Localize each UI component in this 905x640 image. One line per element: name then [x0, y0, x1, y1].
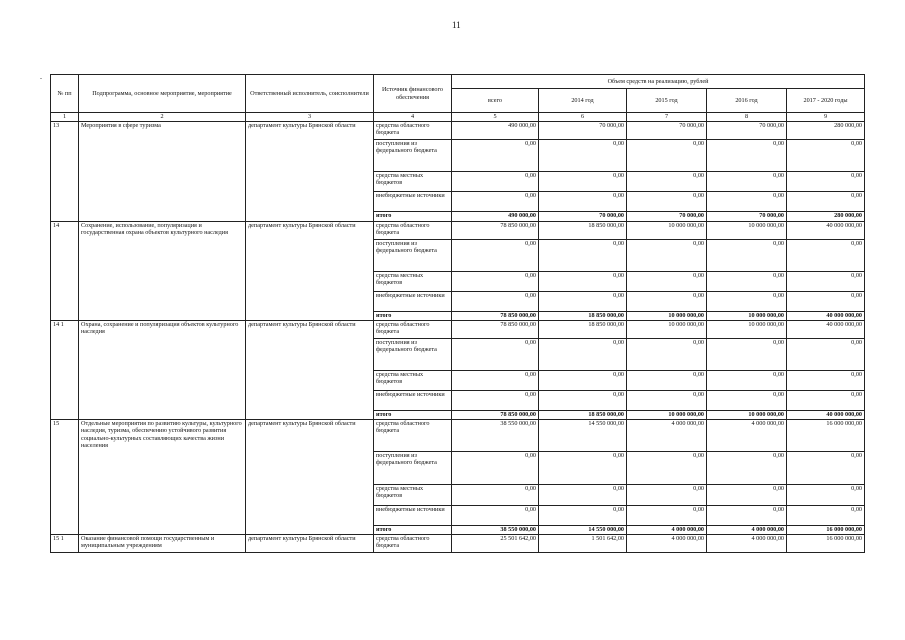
amount-cell: 0,00: [787, 239, 865, 271]
amount-cell: 0,00: [539, 291, 627, 311]
header-year: 2014 год: [539, 89, 627, 113]
amount-cell: 0,00: [539, 239, 627, 271]
amount-cell: 0,00: [627, 505, 707, 525]
table-row: [51, 221, 865, 239]
amount-cell: 40 000 000,00: [787, 410, 865, 419]
amount-cell: 280 000,00: [787, 121, 865, 139]
header-source: Источник финансового обеспечения: [374, 75, 452, 113]
amount-cell: 0,00: [707, 171, 787, 191]
amount-cell: 0,00: [787, 390, 865, 410]
amount-cell: 0,00: [707, 291, 787, 311]
funding-source: поступления из федерального бюджета: [374, 338, 452, 370]
amount-cell: 0,00: [452, 390, 539, 410]
amount-cell: 78 850 000,00: [452, 320, 539, 338]
funding-source: внебюджетные источники: [374, 390, 452, 410]
amount-cell: 16 000 000,00: [787, 534, 865, 552]
amount-cell: 70 000,00: [539, 211, 627, 221]
amount-cell: 38 550 000,00: [452, 525, 539, 534]
amount-cell: 0,00: [539, 505, 627, 525]
table-row: [51, 419, 865, 451]
funding-source: итого: [374, 311, 452, 320]
amount-cell: 0,00: [787, 171, 865, 191]
funding-source: итого: [374, 211, 452, 221]
amount-cell: 70 000,00: [539, 121, 627, 139]
amount-cell: 0,00: [627, 370, 707, 390]
amount-cell: 4 000 000,00: [707, 534, 787, 552]
amount-cell: 0,00: [539, 139, 627, 171]
amount-cell: 78 850 000,00: [452, 221, 539, 239]
amount-cell: 10 000 000,00: [627, 311, 707, 320]
amount-cell: 0,00: [787, 271, 865, 291]
amount-cell: 0,00: [539, 271, 627, 291]
amount-cell: 10 000 000,00: [707, 311, 787, 320]
amount-cell: 78 850 000,00: [452, 410, 539, 419]
budget-table: [50, 74, 865, 553]
amount-cell: 280 000,00: [787, 211, 865, 221]
amount-cell: 0,00: [452, 451, 539, 484]
amount-cell: 0,00: [707, 484, 787, 505]
amount-cell: 0,00: [627, 139, 707, 171]
corner-mark: -: [40, 76, 42, 82]
amount-cell: 0,00: [539, 390, 627, 410]
amount-cell: 4 000 000,00: [627, 419, 707, 451]
amount-cell: 0,00: [452, 338, 539, 370]
executor-name: департамент культуры Брянской области: [246, 419, 374, 534]
amount-cell: 0,00: [627, 338, 707, 370]
amount-cell: 0,00: [707, 271, 787, 291]
index-cell: 8: [707, 113, 787, 122]
program-name: Мероприятия в сфере туризма: [79, 121, 246, 221]
amount-cell: 0,00: [787, 191, 865, 211]
amount-cell: 1 501 642,00: [539, 534, 627, 552]
amount-cell: 14 550 000,00: [539, 525, 627, 534]
funding-source: средства областного бюджета: [374, 121, 452, 139]
amount-cell: 490 000,00: [452, 121, 539, 139]
amount-cell: 10 000 000,00: [707, 410, 787, 419]
amount-cell: 0,00: [452, 291, 539, 311]
amount-cell: 0,00: [627, 271, 707, 291]
header-executor: Ответственный исполнитель, соисполнители: [246, 75, 374, 113]
amount-cell: 0,00: [787, 370, 865, 390]
index-cell: 1: [51, 113, 79, 122]
funding-source: средства местных бюджетов: [374, 271, 452, 291]
amount-cell: 0,00: [452, 171, 539, 191]
header-program: Подпрограмма, основное мероприятие, мероприятие: [79, 75, 246, 113]
header-year: 2015 год: [627, 89, 707, 113]
program-name: Сохранение, использование, популяризация и государственная охрана объектов культурного наследия: [79, 221, 246, 320]
amount-cell: 0,00: [627, 484, 707, 505]
amount-cell: 4 000 000,00: [627, 534, 707, 552]
index-cell: 4: [374, 113, 452, 122]
amount-cell: 18 850 000,00: [539, 320, 627, 338]
amount-cell: 10 000 000,00: [627, 320, 707, 338]
funding-source: внебюджетные источники: [374, 291, 452, 311]
row-number: 13: [51, 121, 79, 221]
amount-cell: 25 501 642,00: [452, 534, 539, 552]
index-cell: 5: [452, 113, 539, 122]
executor-name: департамент культуры Брянской области: [246, 534, 374, 552]
program-name: Охрана, сохранение и популяризация объектов культурного наследия: [79, 320, 246, 419]
amount-cell: 70 000,00: [627, 121, 707, 139]
amount-cell: 0,00: [452, 484, 539, 505]
funding-source: средства местных бюджетов: [374, 370, 452, 390]
amount-cell: 0,00: [452, 239, 539, 271]
header-year: 2017 - 2020 годы: [787, 89, 865, 113]
amount-cell: 0,00: [627, 451, 707, 484]
index-row: [51, 113, 865, 122]
amount-cell: 0,00: [707, 139, 787, 171]
row-number: 15: [51, 419, 79, 534]
amount-cell: 0,00: [452, 139, 539, 171]
amount-cell: 16 000 000,00: [787, 419, 865, 451]
amount-cell: 0,00: [787, 291, 865, 311]
header-num: № пп: [51, 75, 79, 113]
funding-source: средства областного бюджета: [374, 221, 452, 239]
amount-cell: 40 000 000,00: [787, 320, 865, 338]
amount-cell: 0,00: [787, 451, 865, 484]
table-body: [51, 121, 865, 552]
amount-cell: 18 850 000,00: [539, 221, 627, 239]
amount-cell: 0,00: [539, 191, 627, 211]
amount-cell: 18 850 000,00: [539, 311, 627, 320]
amount-cell: 18 850 000,00: [539, 410, 627, 419]
table-row: [51, 320, 865, 338]
amount-cell: 0,00: [787, 338, 865, 370]
amount-cell: 490 000,00: [452, 211, 539, 221]
amount-cell: 0,00: [707, 370, 787, 390]
amount-cell: 0,00: [539, 451, 627, 484]
amount-cell: 0,00: [787, 505, 865, 525]
amount-cell: 0,00: [627, 291, 707, 311]
amount-cell: 0,00: [707, 239, 787, 271]
program-name: Отдельные мероприятия по развитию культуры, культурного наследия, туризма, обеспечению устойчивого развития социально-культурных составляющих качества жизни населения: [79, 419, 246, 534]
executor-name: департамент культуры Брянской области: [246, 121, 374, 221]
amount-cell: 0,00: [627, 239, 707, 271]
amount-cell: 0,00: [707, 191, 787, 211]
page-number: 11: [452, 20, 461, 30]
executor-name: департамент культуры Брянской области: [246, 320, 374, 419]
funding-source: средства местных бюджетов: [374, 484, 452, 505]
amount-cell: 0,00: [452, 505, 539, 525]
amount-cell: 78 850 000,00: [452, 311, 539, 320]
row-number: 14 1: [51, 320, 79, 419]
funding-source: итого: [374, 525, 452, 534]
amount-cell: 0,00: [539, 171, 627, 191]
amount-cell: 10 000 000,00: [707, 320, 787, 338]
funding-source: средства областного бюджета: [374, 534, 452, 552]
amount-cell: 0,00: [627, 390, 707, 410]
amount-cell: 0,00: [452, 370, 539, 390]
header-year: всего: [452, 89, 539, 113]
index-cell: 6: [539, 113, 627, 122]
amount-cell: 4 000 000,00: [707, 419, 787, 451]
funding-source: поступления из федерального бюджета: [374, 139, 452, 171]
amount-cell: 40 000 000,00: [787, 221, 865, 239]
amount-cell: 70 000,00: [627, 211, 707, 221]
header-volume: Объем средств на реализацию, рублей: [452, 75, 865, 89]
amount-cell: 0,00: [787, 139, 865, 171]
index-cell: 2: [79, 113, 246, 122]
amount-cell: 70 000,00: [707, 121, 787, 139]
amount-cell: 10 000 000,00: [627, 221, 707, 239]
funding-source: поступления из федерального бюджета: [374, 451, 452, 484]
header-year: 2016 год: [707, 89, 787, 113]
table-row: [51, 121, 865, 139]
amount-cell: 0,00: [707, 505, 787, 525]
funding-source: внебюджетные источники: [374, 191, 452, 211]
amount-cell: 38 550 000,00: [452, 419, 539, 451]
funding-source: итого: [374, 410, 452, 419]
amount-cell: 4 000 000,00: [627, 525, 707, 534]
amount-cell: 10 000 000,00: [707, 221, 787, 239]
table-row: [51, 534, 865, 552]
index-cell: 3: [246, 113, 374, 122]
amount-cell: 16 000 000,00: [787, 525, 865, 534]
index-cell: 7: [627, 113, 707, 122]
amount-cell: 40 000 000,00: [787, 311, 865, 320]
amount-cell: 70 000,00: [707, 211, 787, 221]
funding-source: средства областного бюджета: [374, 419, 452, 451]
amount-cell: 0,00: [539, 484, 627, 505]
row-number: 15 1: [51, 534, 79, 552]
amount-cell: 0,00: [539, 338, 627, 370]
amount-cell: 0,00: [707, 338, 787, 370]
funding-source: средства областного бюджета: [374, 320, 452, 338]
amount-cell: 0,00: [787, 484, 865, 505]
index-cell: 9: [787, 113, 865, 122]
amount-cell: 4 000 000,00: [707, 525, 787, 534]
row-number: 14: [51, 221, 79, 320]
executor-name: департамент культуры Брянской области: [246, 221, 374, 320]
amount-cell: 0,00: [627, 191, 707, 211]
amount-cell: 0,00: [539, 370, 627, 390]
program-name: Оказание финансовой помощи государственным и муниципальным учреждениям: [79, 534, 246, 552]
amount-cell: 0,00: [707, 451, 787, 484]
amount-cell: 14 550 000,00: [539, 419, 627, 451]
amount-cell: 0,00: [452, 191, 539, 211]
amount-cell: 0,00: [707, 390, 787, 410]
funding-source: поступления из федерального бюджета: [374, 239, 452, 271]
amount-cell: 10 000 000,00: [627, 410, 707, 419]
funding-source: внебюджетные источники: [374, 505, 452, 525]
amount-cell: 0,00: [452, 271, 539, 291]
funding-source: средства местных бюджетов: [374, 171, 452, 191]
amount-cell: 0,00: [627, 171, 707, 191]
